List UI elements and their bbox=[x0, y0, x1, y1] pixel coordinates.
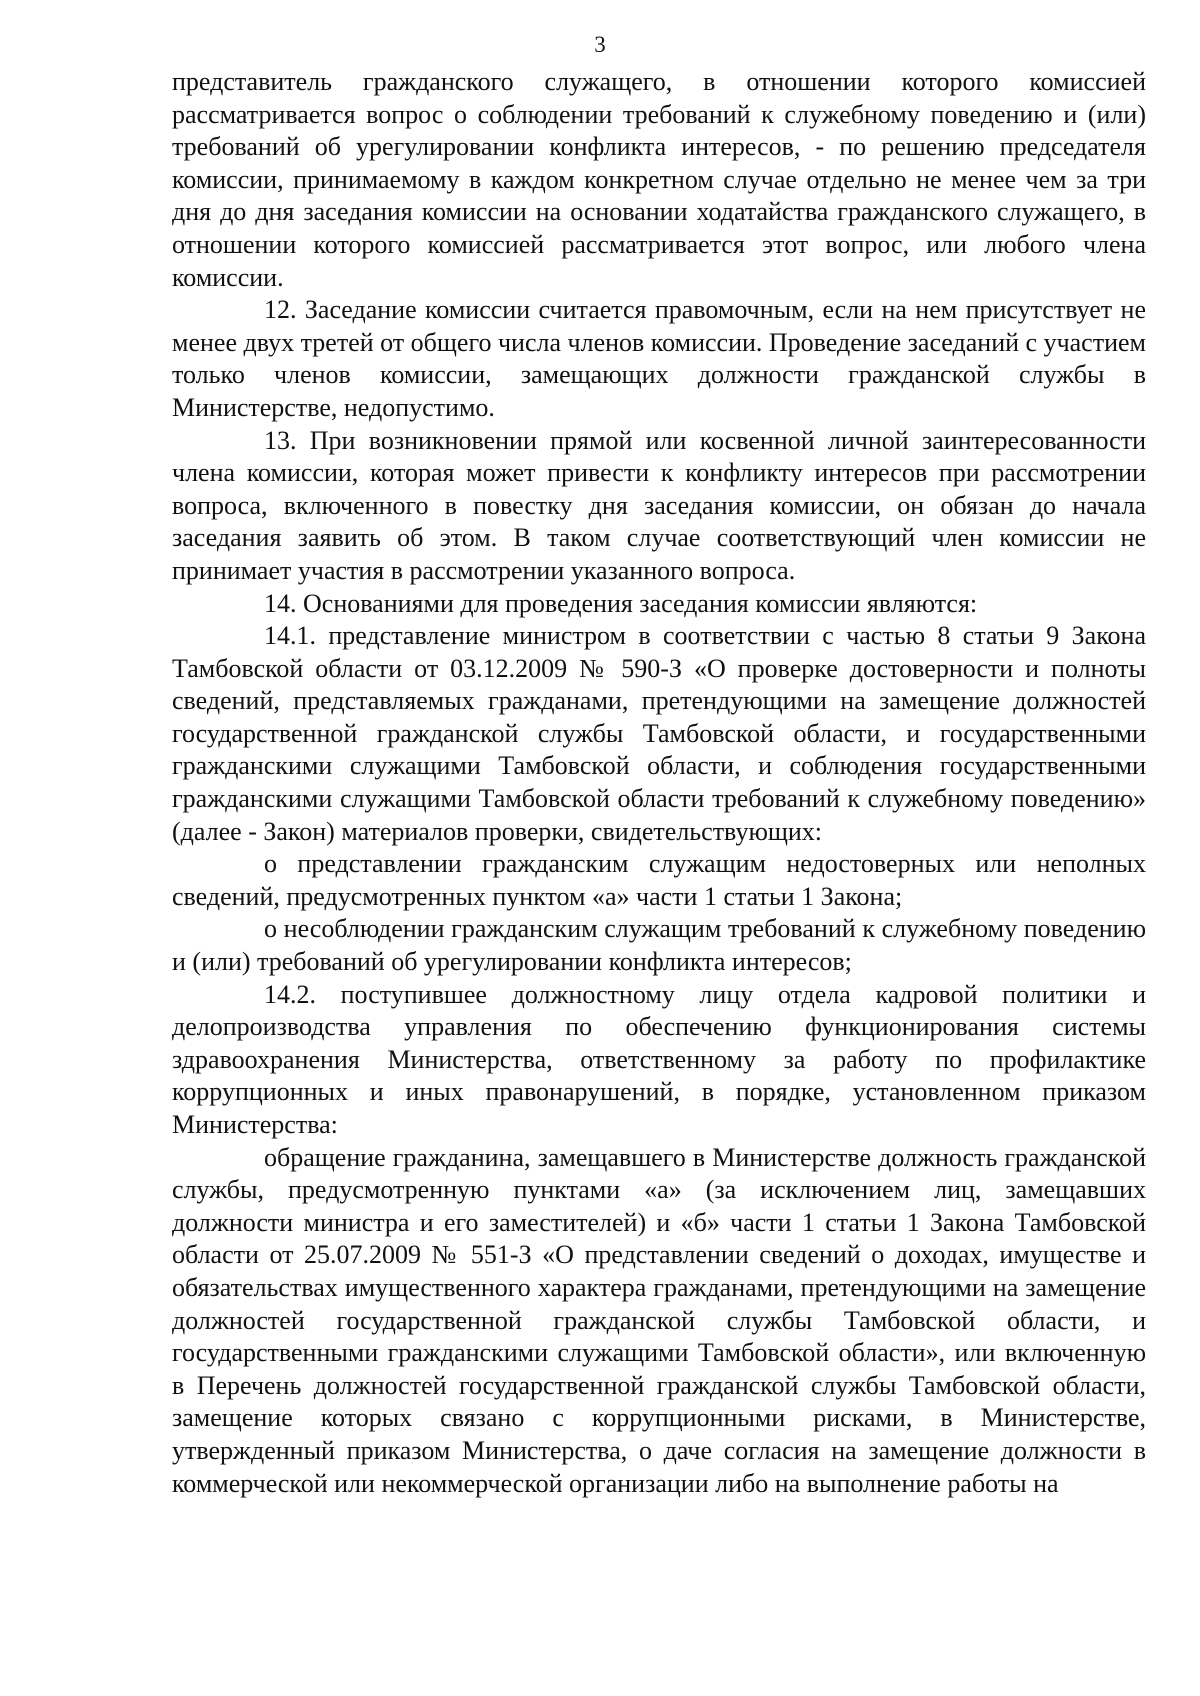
paragraph-14-2-item-a: обращение гражданина, замещавшего в Министерстве должность гражданской службы, предусмотренную пунктами «а» (за исключением лиц, замещавших должности министра и его заместителей) и «б» части 1 статьи 1 Закона Тамбовской области от 25.07.2009 № 551-З «О представлении сведений о доходах, имуществе и обязательствах имущественного характера гражданами, претендующими на замещение должностей государственной гражданской службы Тамбовской области, и государственными гражданскими служащими Тамбовской области», или включенную в Перечень должностей государственной гражданской службы Тамбовской области, замещение которых связано с коррупционными рисками, в Министерстве, утвержденный приказом Министерства, о даче согласия на замещение должности в коммерческой или некоммерческой организации либо на выполнение работы на bbox=[172, 1142, 1146, 1498]
document-body bbox=[172, 66, 1146, 1500]
paragraph-12: 12. Заседание комиссии считается правомочным, если на нем присутствует не менее двух третей от общего числа членов комиссии. Проведение заседаний с участием только членов комиссии, замещающих должности гражданской службы в Министерстве, недопустимо. bbox=[172, 295, 1146, 422]
paragraph-13: 13. При возникновении прямой или косвенной личной заинтересованности члена комиссии, которая может привести к конфликту интересов при рассмотрении вопроса, включенного в повестку дня заседания комиссии, он обязан до начала заседания заявить об этом. В таком случае соответствующий член комиссии не принимает участия в рассмотрении указанного вопроса. bbox=[172, 425, 1146, 585]
paragraph-14-1: 14.1. представление министром в соответствии с частью 8 статьи 9 Закона Тамбовской области от 03.12.2009 № 590-З «О проверке достоверности и полноты сведений, представляемых гражданами, претендующими на замещение должностей государственной гражданской службы Тамбовской области, и государственными гражданскими служащими Тамбовской области, и соблюдения государственными гражданскими служащими Тамбовской области требований к служебному поведению» (далее - Закон) материалов проверки, свидетельствующих: bbox=[172, 621, 1146, 846]
paragraph-14: 14. Основаниями для проведения заседания комиссии являются: bbox=[264, 588, 978, 618]
paragraph-14-1-item-a: о представлении гражданским служащим недостоверных или неполных сведений, предусмотренных пунктом «а» части 1 статьи 1 Закона; bbox=[172, 849, 1146, 911]
page-number: 3 bbox=[594, 32, 606, 57]
paragraph-continuation: представитель гражданского служащего, в отношении которого комиссией рассматривается вопрос о соблюдении требований к служебному поведению и (или) требований об урегулировании конфликта интересов, - по решению председателя комиссии, принимаемому в каждом конкретном случае отдельно не менее чем за три дня до дня заседания комиссии на основании ходатайства гражданского служащего, в отношении которого комиссией рассматривается этот вопрос, или любого члена комиссии. bbox=[172, 67, 1146, 292]
paragraph-14-1-item-b: о несоблюдении гражданским служащим требований к служебному поведению и (или) требований об урегулировании конфликта интересов; bbox=[172, 914, 1146, 977]
paragraph-14-2: 14.2. поступившее должностному лицу отдела кадровой политики и делопроизводства управления по обеспечению функционирования системы здравоохранения Министерства, ответственному за работу по профилактике коррупционных и иных правонарушений, в порядке, установленном приказом Министерства: bbox=[172, 979, 1146, 1139]
